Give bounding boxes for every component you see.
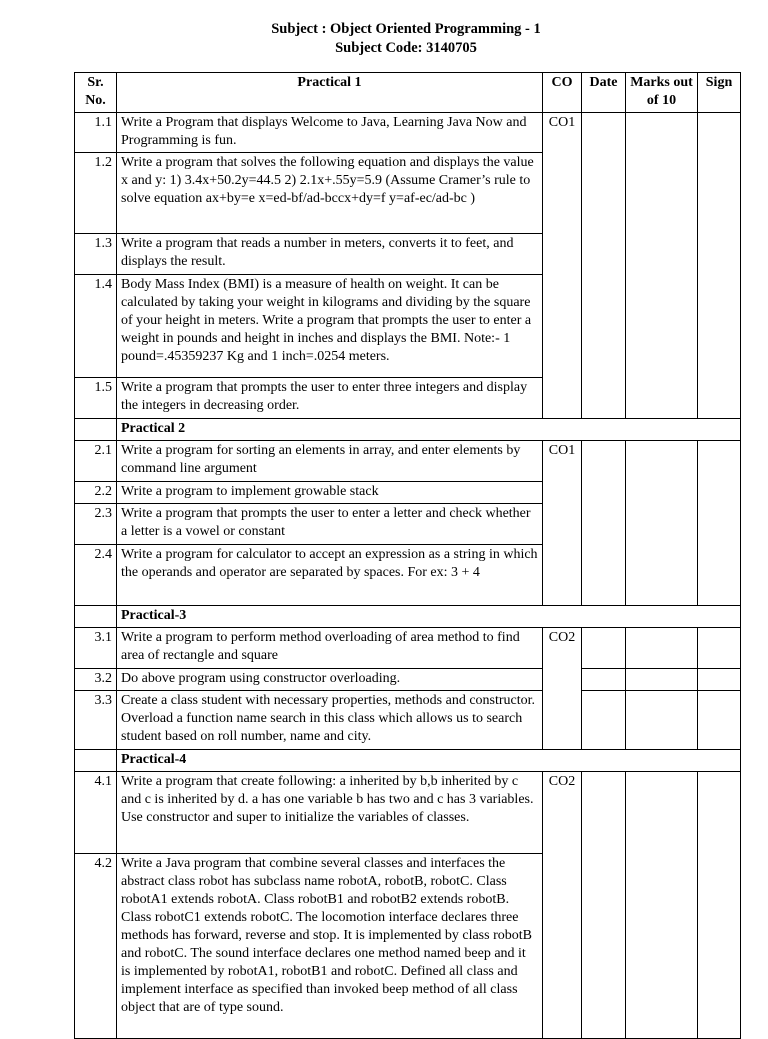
row-number: 3.3 [75,691,117,750]
row-description: Write a Program that displays Welcome to Java, Learning Java Now and Programming is fun. [117,113,543,153]
co-cell: CO1 [543,113,582,419]
section-row [75,750,741,772]
table-row [75,113,741,153]
column-header-date: Date [582,73,626,113]
practical-2-title: Practical 2 [117,419,741,441]
practicals-table [74,72,741,1039]
row-number: 1.2 [75,153,117,234]
row-number: 3.1 [75,628,117,669]
co-cell: CO2 [543,628,582,750]
table-row [75,772,741,854]
co-cell: CO1 [543,441,582,606]
sign-cell [698,669,741,691]
row-number: 1.3 [75,234,117,275]
row-number: 1.4 [75,275,117,378]
row-description: Write a Java program that combine several classes and interfaces the abstract class robot has subclass name robotA, robotB, robotC. Class robotA1 extends robotA. Class robotB1 and robotB2 extends robotB. Class robotC1 extends robotC. The locomotion interface declares three methods has forward, reverse and stop. It is implemented by class robotB and robotC. The sound interface declares one method named beep and it is implemented by robotA1, robotB1 and robotC. Defined all class and implement interface as specified than invoked beep method of all class object that are of type sound. [117,854,543,1039]
row-description: Write a program for sorting an elements in array, and enter elements by command line argument [117,441,543,482]
row-description: Write a program that prompts the user to enter a letter and check whether a letter is a vowel or constant [117,504,543,545]
marks-cell [626,441,698,606]
document-header [0,20,768,58]
row-description: Write a program that solves the following equation and displays the value x and y: 1) 3.4x+50.2y=44.5 2) 2.1x+.55y=5.9 (Assume Cramer’s rule to solve equation ax+by=e x=ed-bf/ad-bccx+dy=f y=af-ec/ad-bc ) [117,153,543,234]
table-row [75,669,741,691]
column-header-sr: Sr. No. [75,73,117,113]
column-header-marks: Marks out of 10 [626,73,698,113]
marks-cell [626,628,698,669]
marks-cell [626,691,698,750]
date-cell [582,691,626,750]
sign-cell [698,441,741,606]
row-number: 2.1 [75,441,117,482]
date-cell [582,113,626,419]
marks-cell [626,669,698,691]
row-number: 1.5 [75,378,117,419]
date-cell [582,772,626,1039]
sign-cell [698,113,741,419]
section-row [75,606,741,628]
table-row [75,628,741,669]
row-number: 1.1 [75,113,117,153]
row-description: Write a program to perform method overloading of area method to find area of rectangle and square [117,628,543,669]
row-description: Write a program that create following: a inherited by b,b inherited by c and c is inherited by d. a has one variable b has two and c has 3 variables. Use constructor and super to initialize the variables of classes. [117,772,543,854]
date-cell [582,669,626,691]
marks-cell [626,113,698,419]
date-cell [582,441,626,606]
marks-cell [626,772,698,1039]
date-cell [582,628,626,669]
row-number: 2.4 [75,545,117,606]
row-description: Body Mass Index (BMI) is a measure of health on weight. It can be calculated by taking your weight in kilograms and dividing by the square of your height in meters. Write a program that prompts the user to enter a weight in pounds and height in inches and displays the BMI. Note:- 1 pound=.45359237 Kg and 1 inch=.0254 meters. [117,275,543,378]
row-number: 2.3 [75,504,117,545]
row-number: 3.2 [75,669,117,691]
row-number: 4.1 [75,772,117,854]
row-description: Write a program that prompts the user to enter three integers and display the integers in decreasing order. [117,378,543,419]
practical-3-title: Practical-3 [117,606,741,628]
subject-code: Subject Code: 3140705 [335,40,477,56]
co-cell: CO2 [543,772,582,1039]
practical-1-title: Practical 1 [117,73,543,113]
column-header-sign: Sign [698,73,741,113]
row-description: Write a program that reads a number in meters, converts it to feet, and displays the result. [117,234,543,275]
row-number: 4.2 [75,854,117,1039]
row-description: Write a program to implement growable stack [117,482,543,504]
row-description: Create a class student with necessary properties, methods and constructor. Overload a function name search in this class which allows us to search student based on roll number, name and city. [117,691,543,750]
row-description: Write a program for calculator to accept an expression as a string in which the operands and operator are separated by spaces. For ex: 3 + 4 [117,545,543,606]
table-row [75,691,741,750]
row-description: Do above program using constructor overloading. [117,669,543,691]
table-header-row [75,73,741,113]
practical-4-title: Practical-4 [117,750,741,772]
column-header-co: CO [543,73,582,113]
row-number: 2.2 [75,482,117,504]
section-row [75,419,741,441]
sign-cell [698,772,741,1039]
table-row [75,441,741,482]
sign-cell [698,628,741,669]
sign-cell [698,691,741,750]
subject-title: Subject : Object Oriented Programming - 1 [271,21,541,37]
